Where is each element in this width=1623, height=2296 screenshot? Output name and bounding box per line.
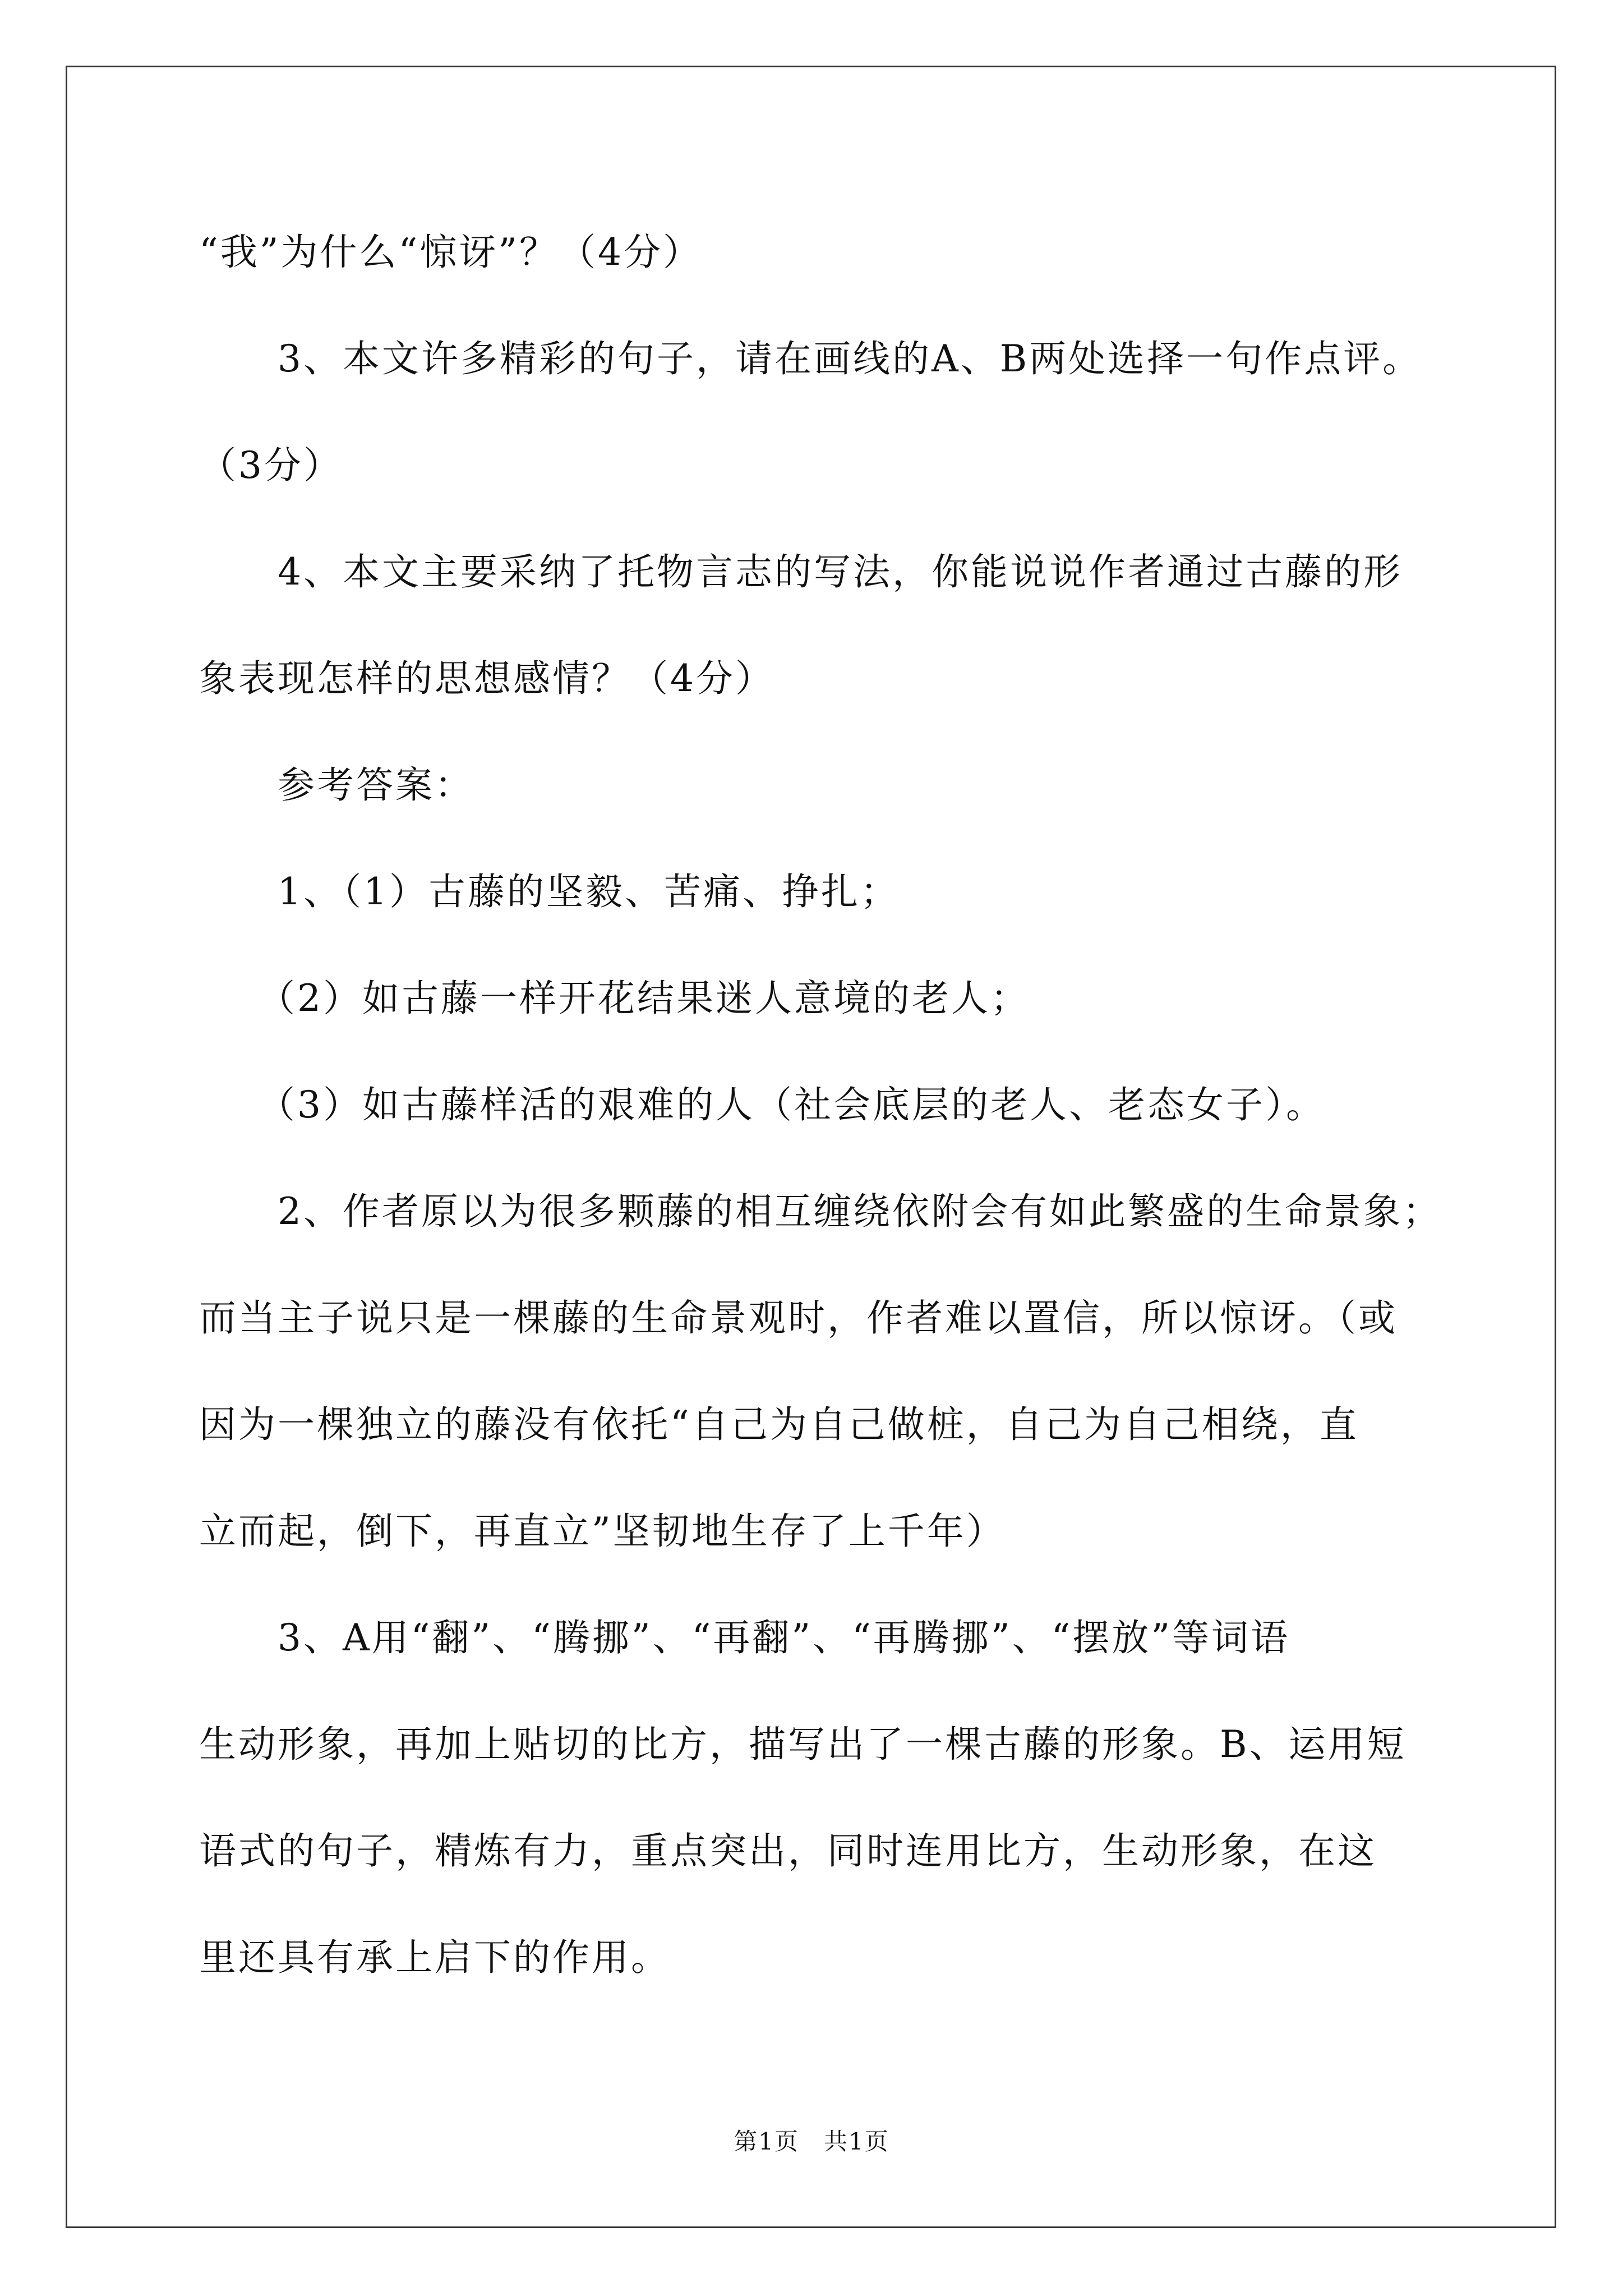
answer-3-cont-2: 语式的句子，精炼有力，重点突出，同时连用比方，生动形象，在这 (199, 1829, 1377, 1872)
page-footer: 第1页 共1页 (734, 2128, 889, 2155)
question-3-points: （3分） (199, 444, 343, 487)
question-4-cont: 象表现怎样的思想感情？（4分） (199, 657, 774, 700)
answer-1-part-2: （2）如古藤一样开花结果迷人意境的老人； (258, 977, 1030, 1020)
answer-2-cont-2: 因为一棵独立的藤没有依托“自己为自己做桩，自己为自己相绕，直 (199, 1403, 1359, 1446)
answer-2-cont-1: 而当主子说只是一棵藤的生命景观时，作者难以置信，所以惊讶。（或 (199, 1296, 1398, 1340)
answer-3: 3、A用“翻”、“腾挪”、“再翻”、“再腾挪”、“摆放”等词语 (278, 1616, 1290, 1659)
answer-2-cont-3: 立而起，倒下，再直立”坚韧地生存了上千年） (199, 1510, 1006, 1553)
answer-3-cont-1: 生动形象，再加上贴切的比方，描写出了一棵古藤的形象。B、运用短 (199, 1723, 1407, 1766)
answer-1-part-3: （3）如古藤样活的艰难的人（社会底层的老人、老态女子）。 (258, 1083, 1325, 1126)
question-2-tail: “我”为什么“惊讶”？（4分） (199, 231, 702, 274)
answer-3-cont-3: 里还具有承上启下的作用。 (199, 1936, 670, 1979)
answer-1-part-1: 1、（1）古藤的坚毅、苦痛、挣扎； (278, 870, 900, 913)
answers-heading: 参考答案： (278, 763, 474, 807)
answer-2: 2、作者原以为很多颗藤的相互缠绕依附会有如此繁盛的生命景象； (278, 1190, 1442, 1233)
question-4: 4、本文主要采纳了托物言志的写法，你能说说作者通过古藤的形 (278, 550, 1403, 593)
question-3: 3、本文许多精彩的句子，请在画线的A、B两处选择一句作点评。 (278, 337, 1422, 380)
